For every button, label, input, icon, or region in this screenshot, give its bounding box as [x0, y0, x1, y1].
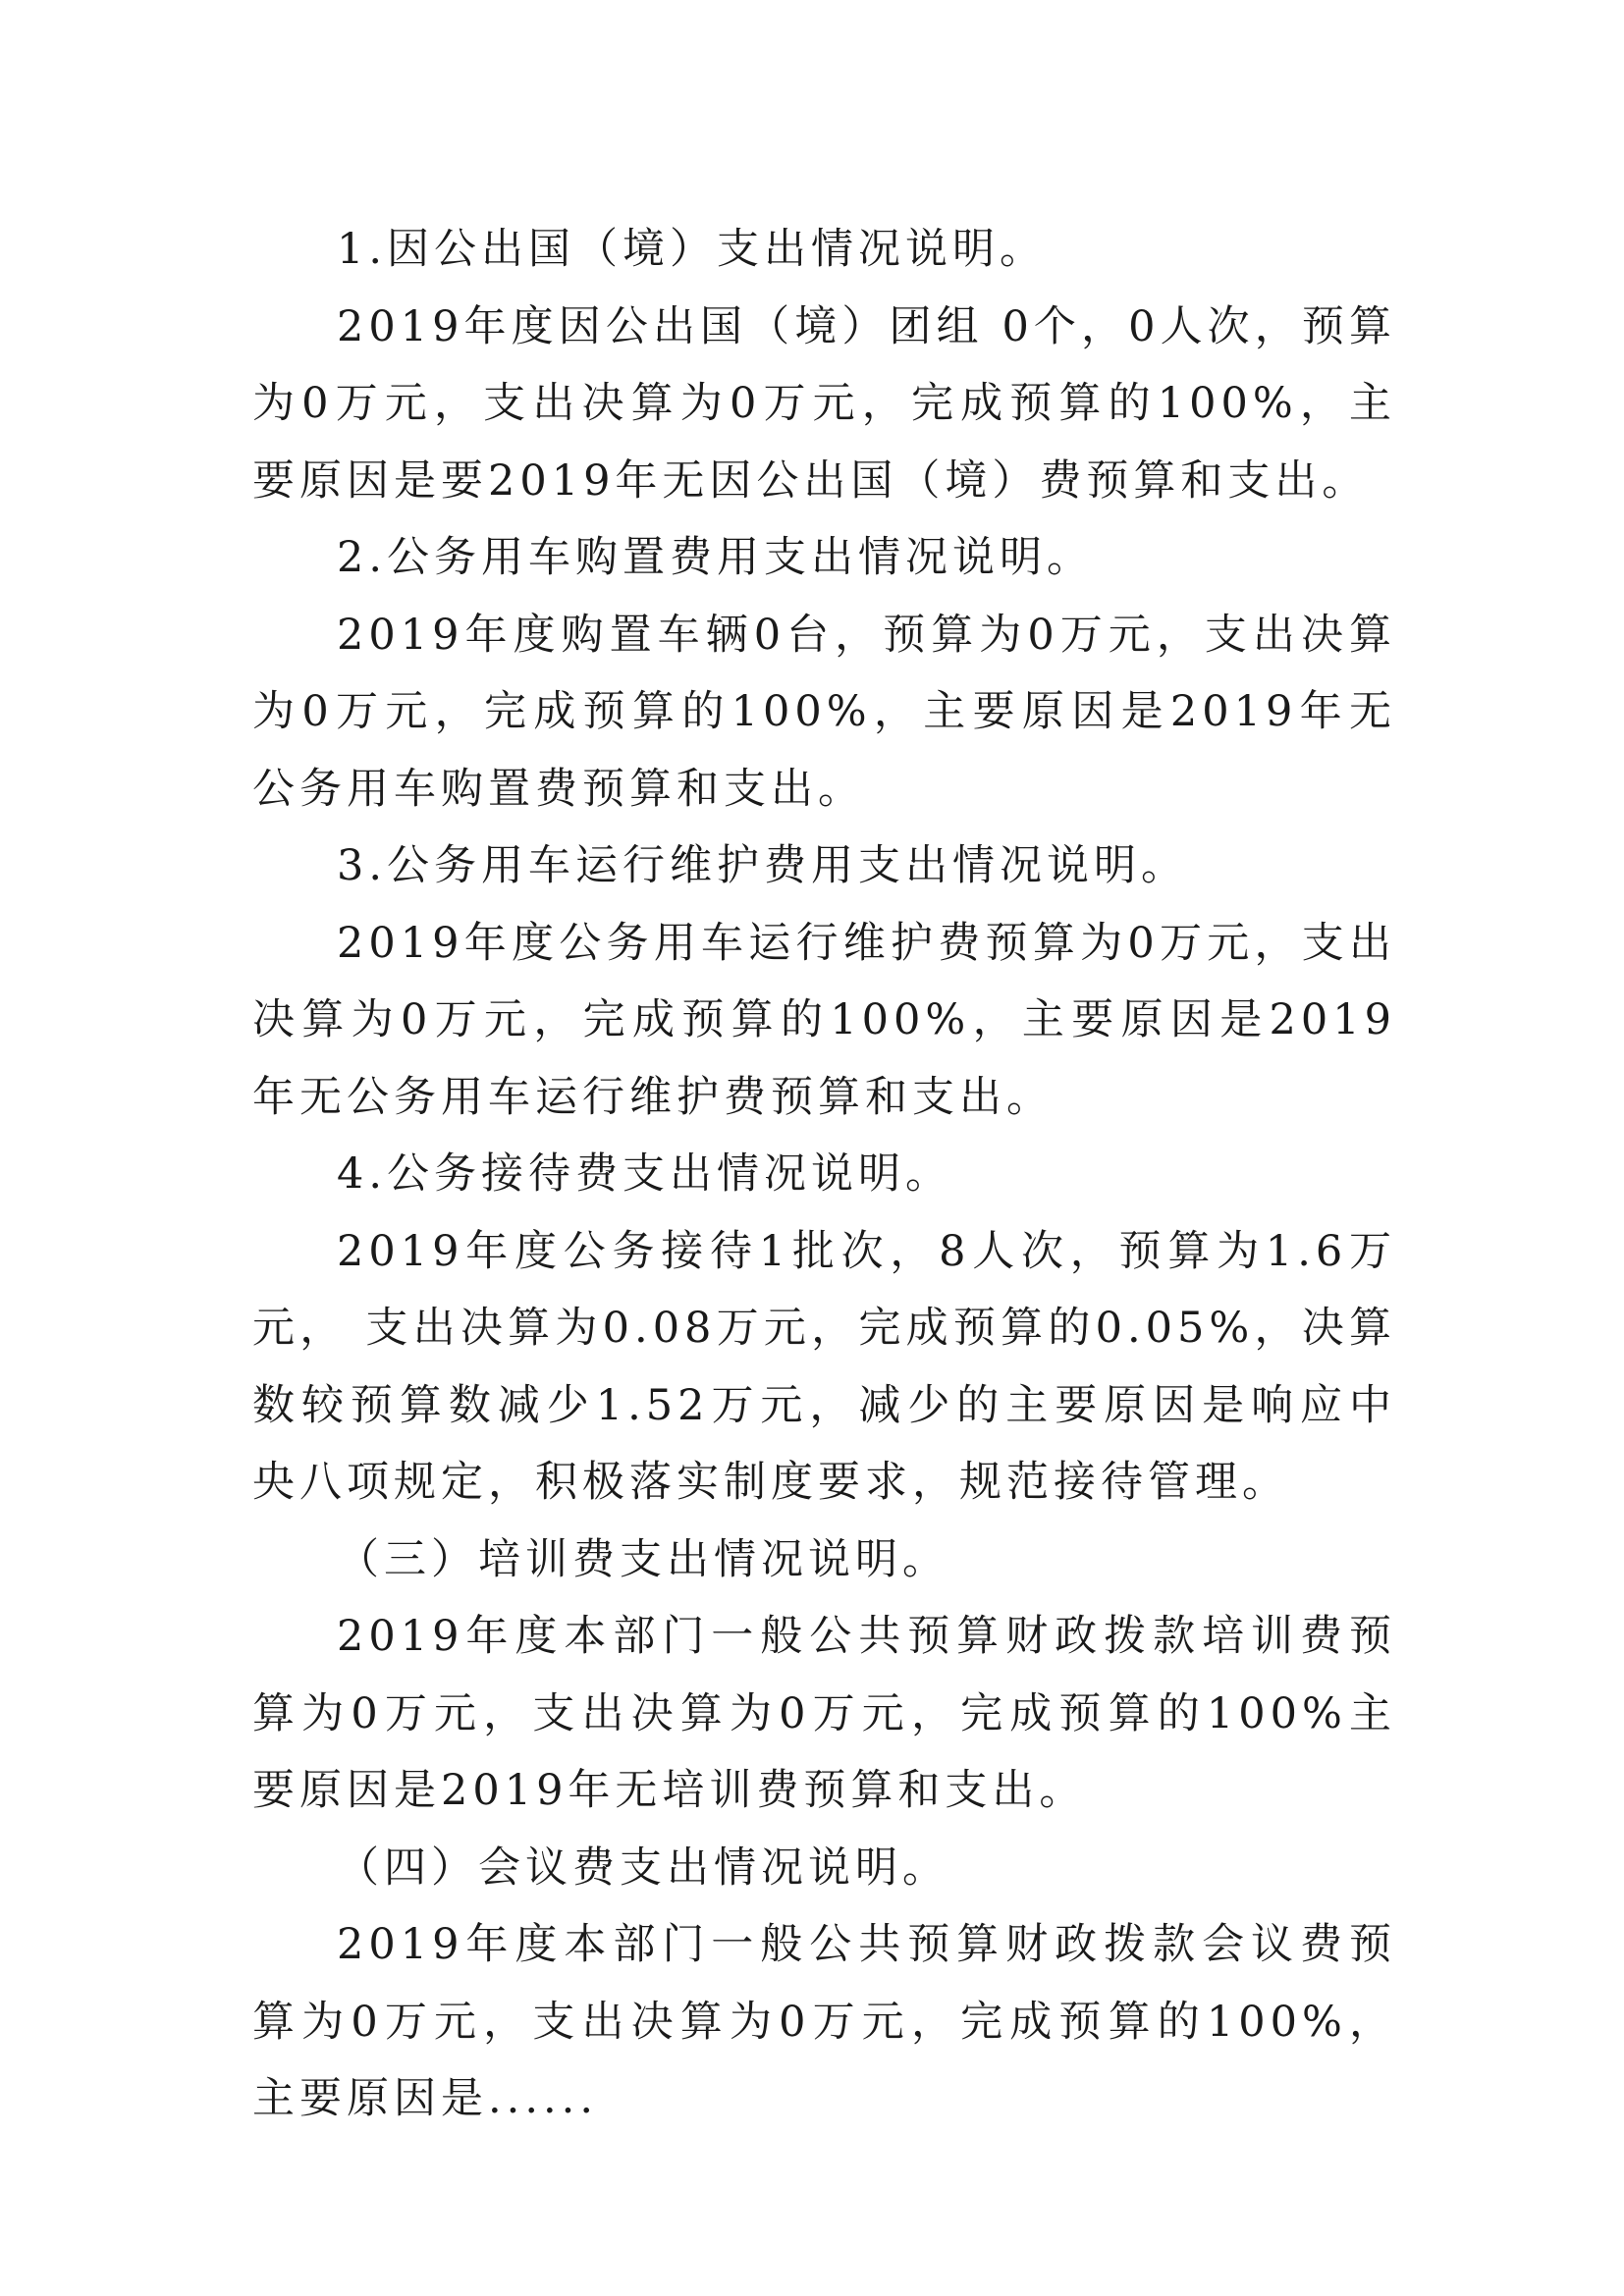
- document-body: [252, 211, 1396, 2138]
- paragraph-foreign-travel: 2019年度因公出国（境）团组 0个，0人次，预算为0万元，支出决算为0万元，完成预算的100%，主要原因是要2019年无因公出国（境）费预算和支出。: [252, 301, 1396, 506]
- paragraph-vehicle-purchase: 2019年度购置车辆0台，预算为0万元，支出决算为0万元，完成预算的100%，主要原因是2019年无公务用车购置费预算和支出。: [252, 610, 1396, 814]
- paragraph-reception: 2019年度公务接待1批次，8人次，预算为1.6万元， 支出决算为0.08万元，完成预算的0.05%，决算数较预算数减少1.52万元，减少的主要原因是响应中央八项规定，积极落实制度要求，规范接待管理。: [252, 1226, 1396, 1507]
- paragraph-training: 2019年度本部门一般公共预算财政拨款培训费预算为0万元，支出决算为0万元，完成预算的100%主要原因是2019年无培训费预算和支出。: [252, 1612, 1396, 1815]
- section-heading-vehicle-purchase: 2.公务用车购置费用支出情况说明。: [337, 533, 1095, 582]
- section-heading-meeting: （四）会议费支出情况说明。: [337, 1842, 949, 1893]
- section-heading-foreign-travel: 1.因公出国（境）支出情况说明。: [337, 225, 1048, 274]
- section-heading-vehicle-maintenance: 3.公务用车运行维护费用支出情况说明。: [337, 841, 1189, 890]
- paragraph-vehicle-maintenance: 2019年度公务用车运行维护费预算为0万元，支出决算为0万元，完成预算的100%，主要原因是2019年无公务用车运行维护费预算和支出。: [252, 918, 1396, 1122]
- section-heading-training: （三）培训费支出情况说明。: [337, 1534, 949, 1584]
- section-heading-reception: 4.公务接待费支出情况说明。: [337, 1149, 953, 1199]
- paragraph-meeting: 2019年度本部门一般公共预算财政拨款会议费预算为0万元，支出决算为0万元，完成预算的100%，主要原因是......: [252, 1920, 1396, 2123]
